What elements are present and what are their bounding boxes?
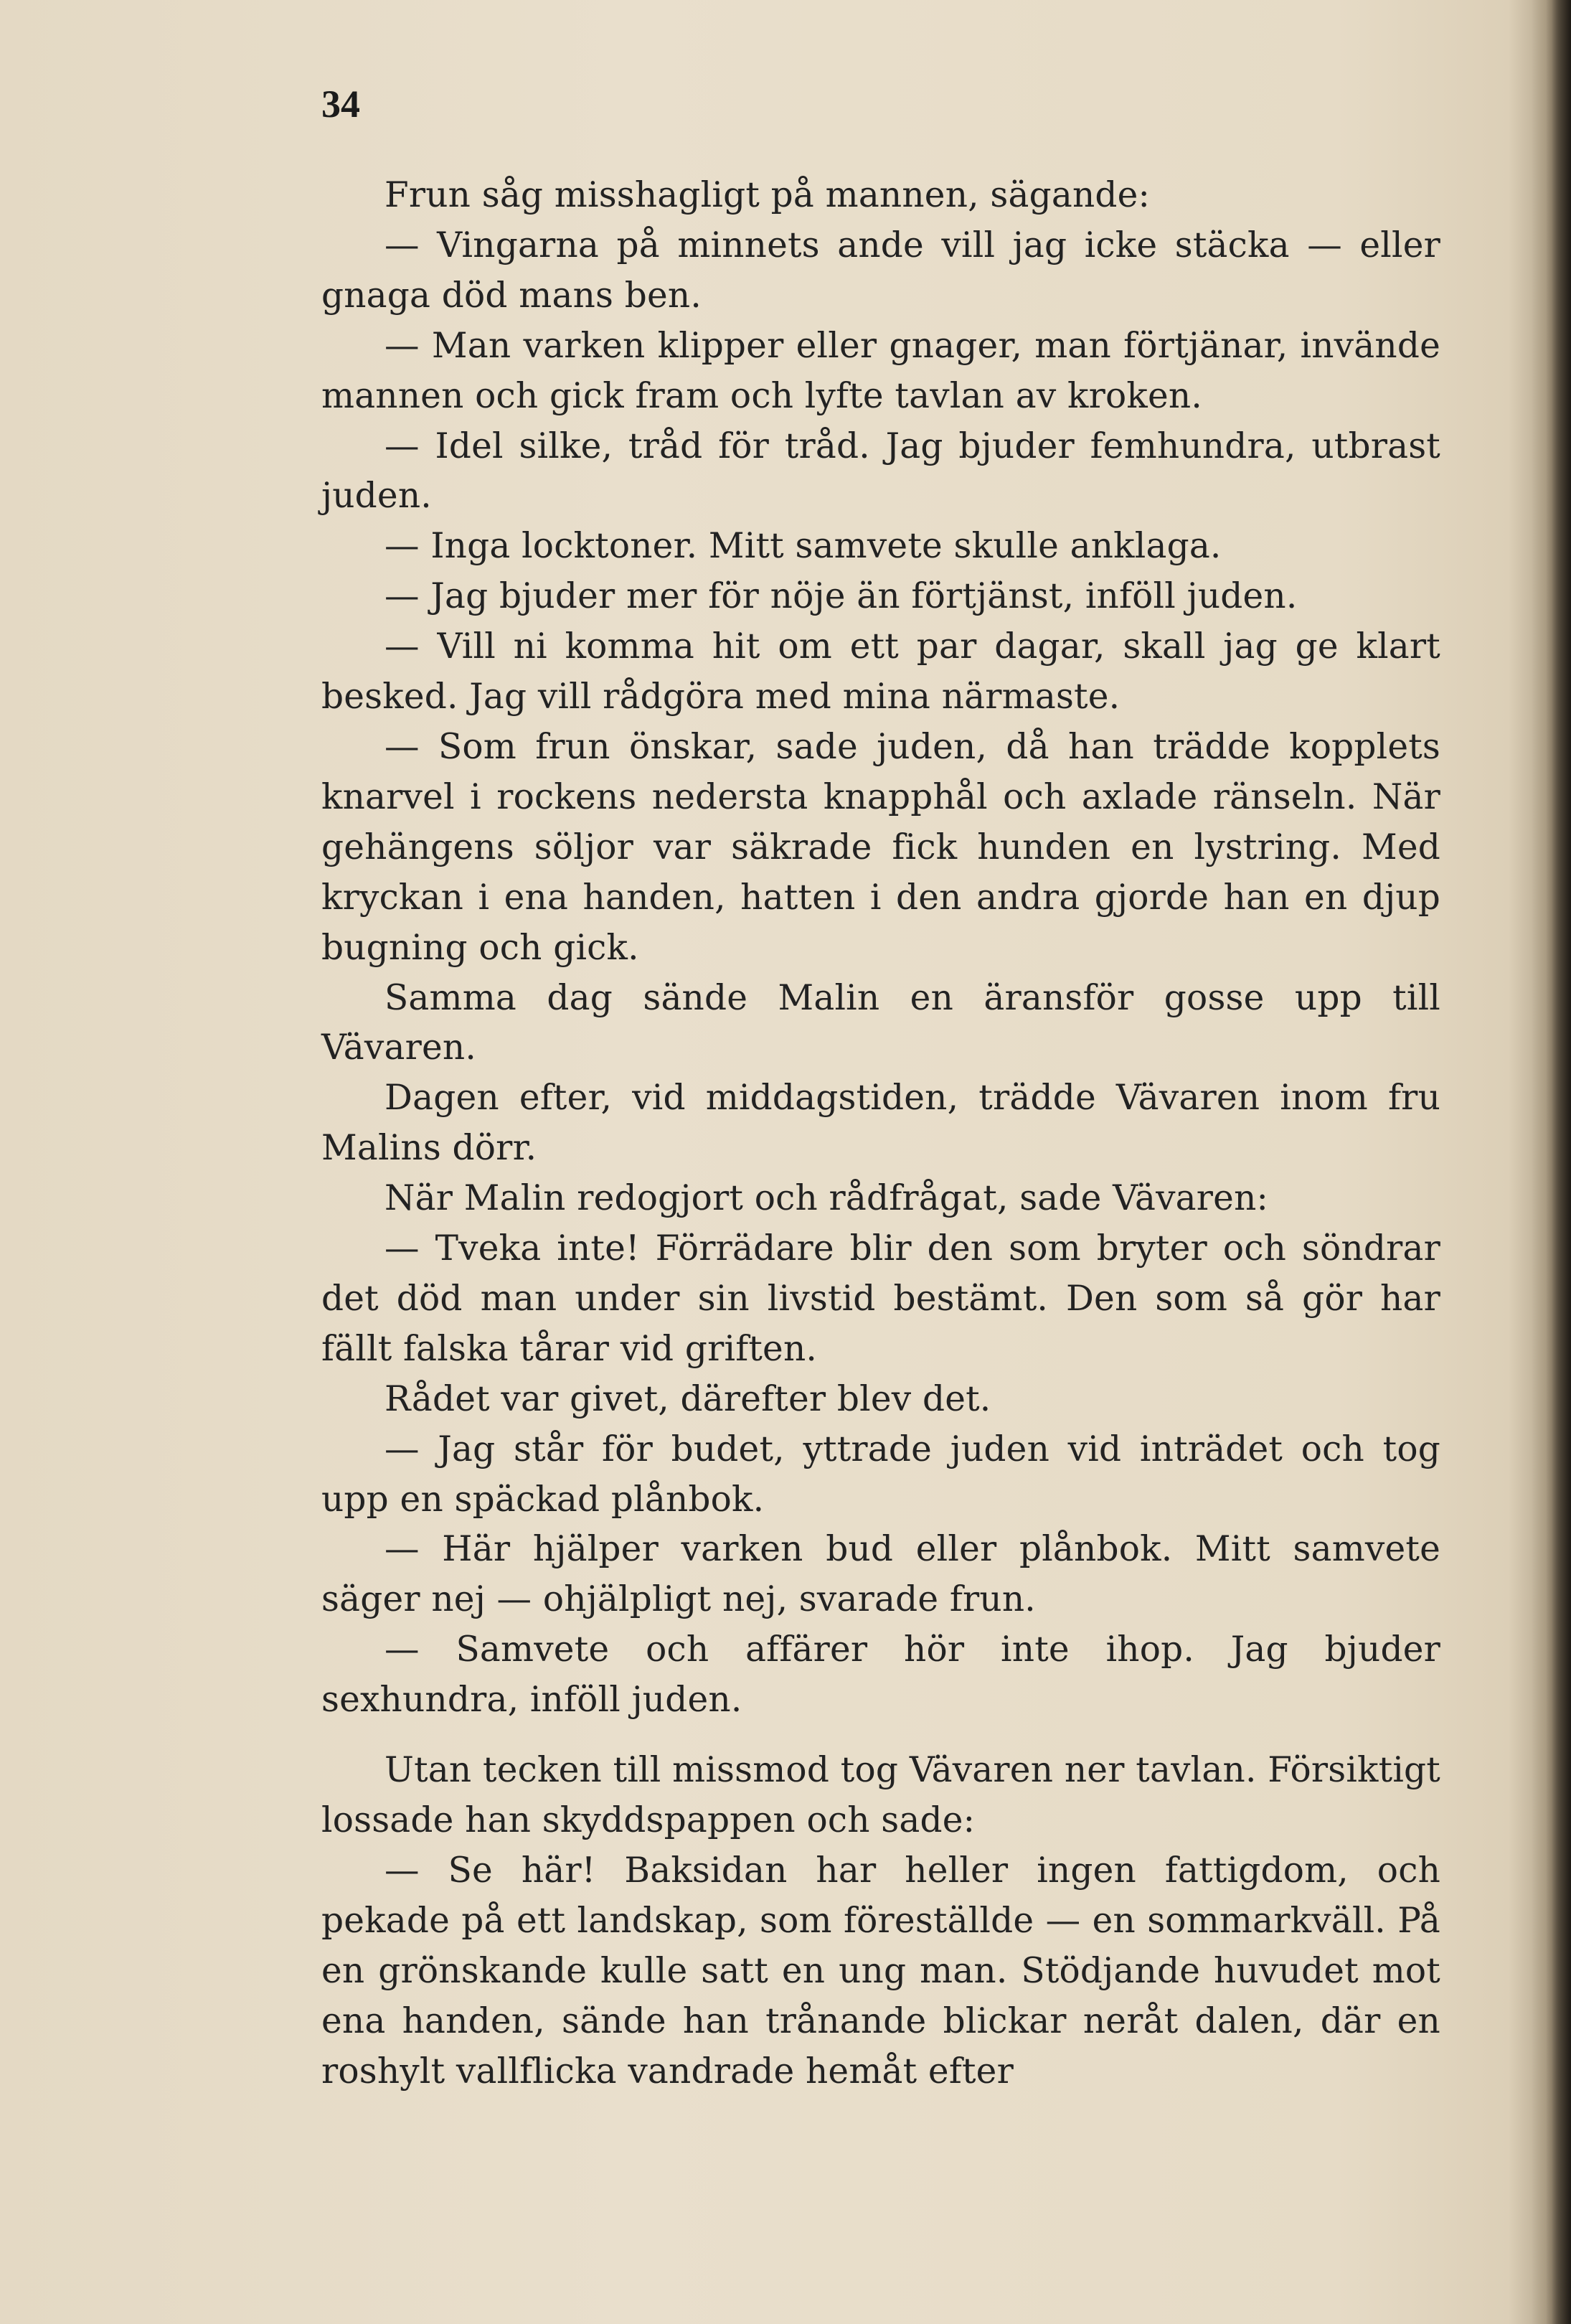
paragraph: Rådet var givet, därefter blev det. xyxy=(385,1378,991,1419)
paragraph: — Tveka inte! Förrädare blir den som bryter och söndrar det död man under sin livstid bestämt. Den som så gör har fällt falska tårar vid griften. xyxy=(321,1228,1440,1369)
paragraph: — Se här! Baksidan har heller ingen fattigdom, och pekade på ett landskap, som föreställde — en sommarkväll. På en grönskande kulle satt en ung man. Stödjande huvudet mot ena handen, sände han trånande blickar neråt dalen, där en roshylt vallflicka vandrade hemåt efter xyxy=(321,1850,1440,2092)
paragraph: Samma dag sände Malin en äransför gosse upp till Vävaren. xyxy=(321,977,1440,1068)
body-text xyxy=(321,171,1440,2097)
paragraph: — Vill ni komma hit om ett par dagar, skall jag ge klart besked. Jag vill rådgöra med mina närmaste. xyxy=(321,626,1440,718)
paragraph: — Vingarna på minnets ande vill jag icke stäcka — eller gnaga död mans ben. xyxy=(321,225,1440,316)
page-number: 34 xyxy=(321,83,360,126)
paragraph: — Som frun önskar, sade juden, då han trädde kopplets knarvel i rockens nedersta knapphål och axlade ränseln. När gehängens söljor var säkrade fick hunden en lystring. Med kryckan i ena handen, hatten i den andra gjorde han en djup bugning och gick. xyxy=(321,726,1440,968)
paragraph: — Jag står för budet, yttrade juden vid inträdet och tog upp en späckad plånbok. xyxy=(321,1429,1440,1520)
paragraph: — Idel silke, tråd för tråd. Jag bjuder femhundra, utbrast juden. xyxy=(321,425,1440,517)
paragraph: — Jag bjuder mer för nöje än förtjänst, inföll juden. xyxy=(385,576,1298,617)
paragraph: — Här hjälper varken bud eller plånbok. Mitt samvete säger nej — ohjälpligt nej, svarade frun. xyxy=(321,1529,1440,1620)
paragraph: När Malin redogjort och rådfrågat, sade Vävaren: xyxy=(385,1178,1269,1219)
paragraph: Utan tecken till missmod tog Vävaren ner tavlan. Försiktigt lossade han skyddspappen och sade: xyxy=(321,1750,1440,1840)
paragraph: — Samvete och affärer hör inte ihop. Jag bjuder sexhundra, inföll juden. xyxy=(321,1629,1440,1721)
paragraph: — Inga locktoner. Mitt samvete skulle anklaga. xyxy=(385,526,1222,567)
paragraph: — Man varken klipper eller gnager, man förtjänar, invände mannen och gick fram och lyfte tavlan av kroken. xyxy=(321,325,1440,416)
paragraph: Dagen efter, vid middagstiden, trädde Vävaren inom fru Malins dörr. xyxy=(321,1078,1440,1169)
paragraph: Frun såg misshagligt på mannen, sägande: xyxy=(385,175,1151,215)
page-binding-edge xyxy=(1532,0,1571,2324)
